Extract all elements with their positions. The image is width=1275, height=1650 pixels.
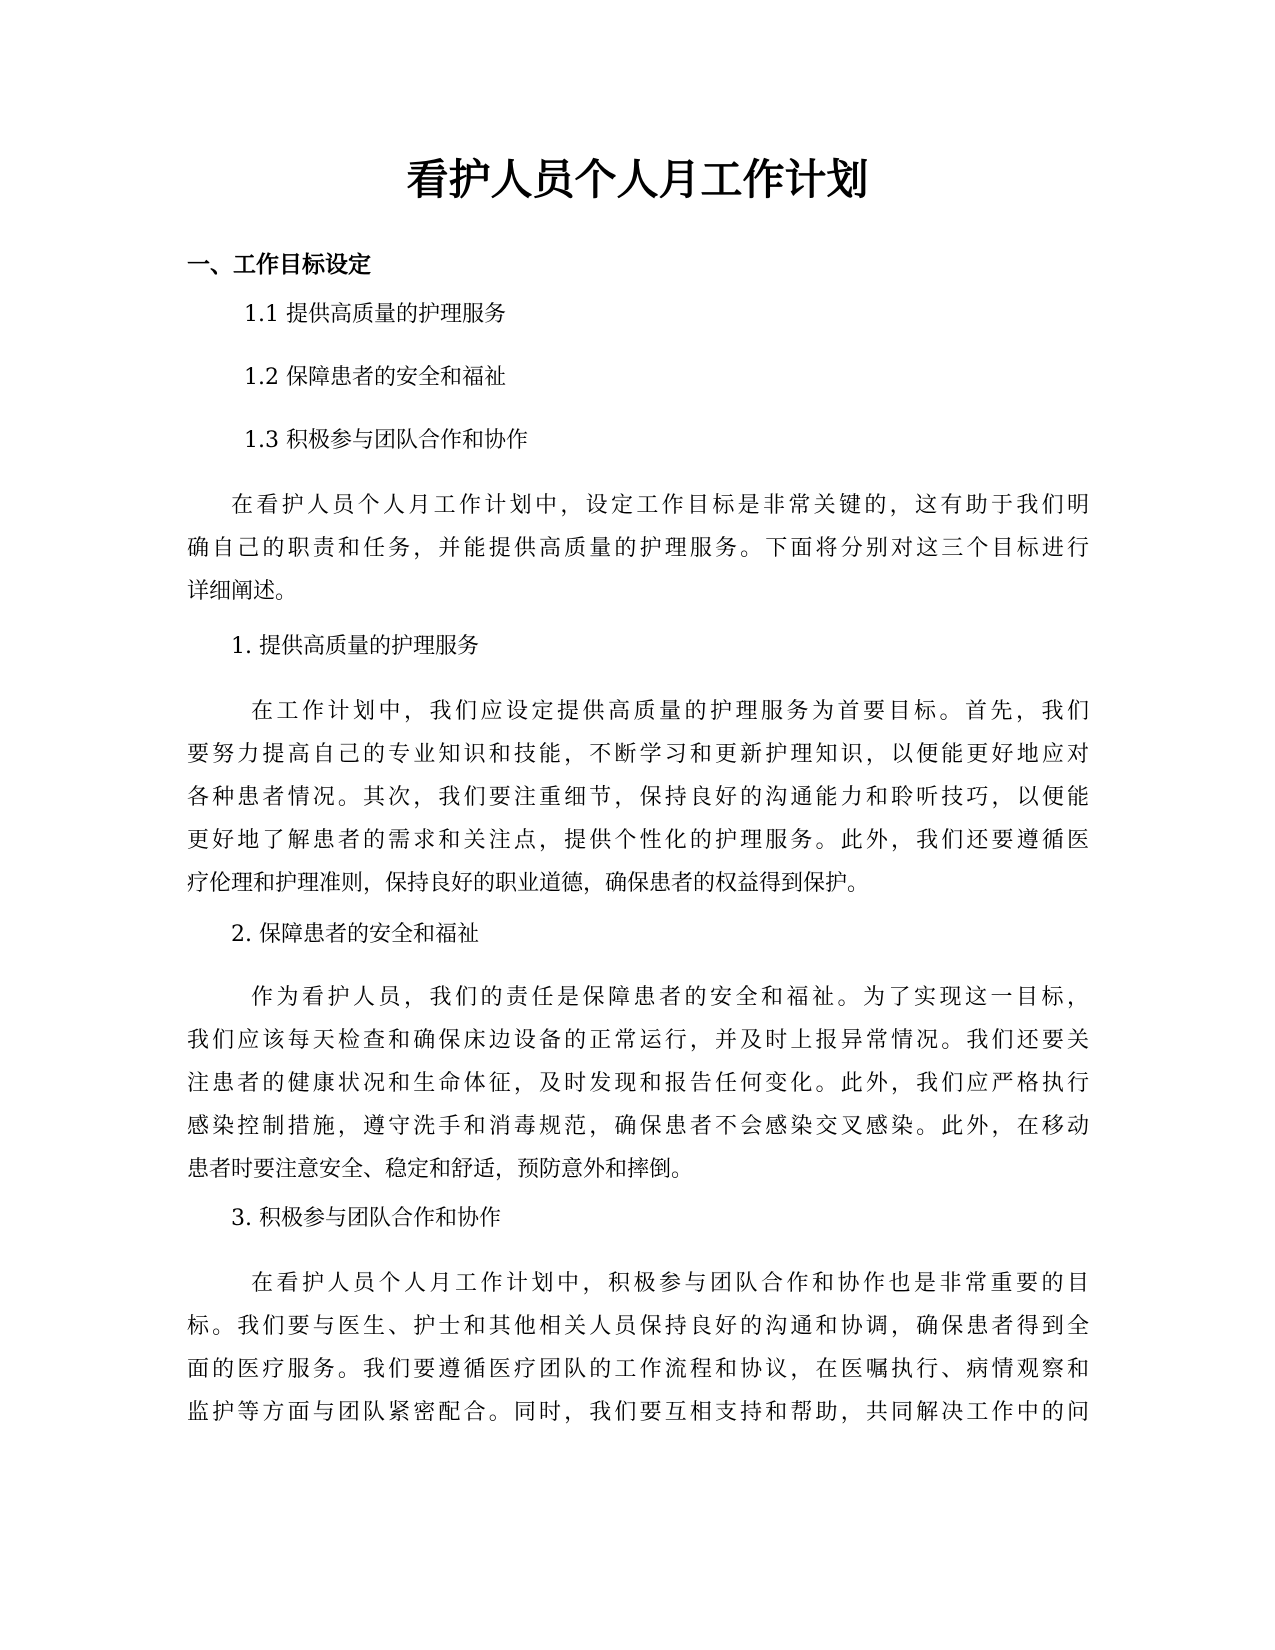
goal-item: 1.2 保障患者的安全和福祉 bbox=[244, 365, 506, 390]
goal-item: 1.1 提供高质量的护理服务 bbox=[244, 302, 506, 327]
intro-paragraph bbox=[187, 484, 1089, 613]
paragraph-line: 各种患者情况。其次，我们要注重细节，保持良好的沟通能力和聆听技巧，以便能 bbox=[187, 785, 1089, 810]
paragraph-line: 作为看护人员，我们的责任是保障患者的安全和福祉。为了实现这一目标， bbox=[251, 985, 1089, 1010]
paragraph-line: 注患者的健康状况和生命体征，及时发现和报告任何变化。此外，我们应严格执行 bbox=[187, 1071, 1089, 1096]
paragraph-line: 确自己的职责和任务，并能提供高质量的护理服务。下面将分别对这三个目标进行 bbox=[187, 536, 1089, 561]
item-paragraph bbox=[187, 690, 1089, 905]
paragraph-line: 要努力提高自己的专业知识和技能，不断学习和更新护理知识，以便能更好地应对 bbox=[187, 742, 1089, 767]
item-paragraph bbox=[187, 1262, 1089, 1434]
paragraph-line: 患者时要注意安全、稳定和舒适，预防意外和摔倒。 bbox=[187, 1157, 694, 1182]
item-heading: 2. 保障患者的安全和福祉 bbox=[231, 922, 479, 947]
item-heading: 3. 积极参与团队合作和协作 bbox=[231, 1206, 501, 1231]
paragraph-line: 标。我们要与医生、护士和其他相关人员保持良好的沟通和协调，确保患者得到全 bbox=[187, 1314, 1089, 1339]
paragraph-line: 感染控制措施，遵守洗手和消毒规范，确保患者不会感染交叉感染。此外，在移动 bbox=[187, 1114, 1089, 1139]
paragraph-line: 在看护人员个人月工作计划中，设定工作目标是非常关键的，这有助于我们明 bbox=[231, 493, 1089, 518]
paragraph-line: 我们应该每天检查和确保床边设备的正常运行，并及时上报异常情况。我们还要关 bbox=[187, 1028, 1089, 1053]
paragraph-line: 更好地了解患者的需求和关注点，提供个性化的护理服务。此外，我们还要遵循医 bbox=[187, 828, 1089, 853]
paragraph-line: 监护等方面与团队紧密配合。同时，我们要互相支持和帮助，共同解决工作中的问 bbox=[187, 1400, 1089, 1425]
paragraph-line: 疗伦理和护理准则，保持良好的职业道德，确保患者的权益得到保护。 bbox=[187, 871, 870, 896]
paragraph-line: 详细阐述。 bbox=[187, 579, 298, 604]
paragraph-line: 在看护人员个人月工作计划中，积极参与团队合作和协作也是非常重要的目 bbox=[251, 1271, 1089, 1296]
document-title: 看护人员个人月工作计划 bbox=[406, 155, 869, 204]
paragraph-line: 在工作计划中，我们应设定提供高质量的护理服务为首要目标。首先，我们 bbox=[251, 699, 1089, 724]
item-heading: 1. 提供高质量的护理服务 bbox=[231, 634, 479, 659]
section-heading: 一、工作目标设定 bbox=[187, 252, 371, 278]
goal-item: 1.3 积极参与团队合作和协作 bbox=[244, 428, 528, 453]
item-paragraph bbox=[187, 976, 1089, 1191]
paragraph-line: 面的医疗服务。我们要遵循医疗团队的工作流程和协议，在医嘱执行、病情观察和 bbox=[187, 1357, 1089, 1382]
